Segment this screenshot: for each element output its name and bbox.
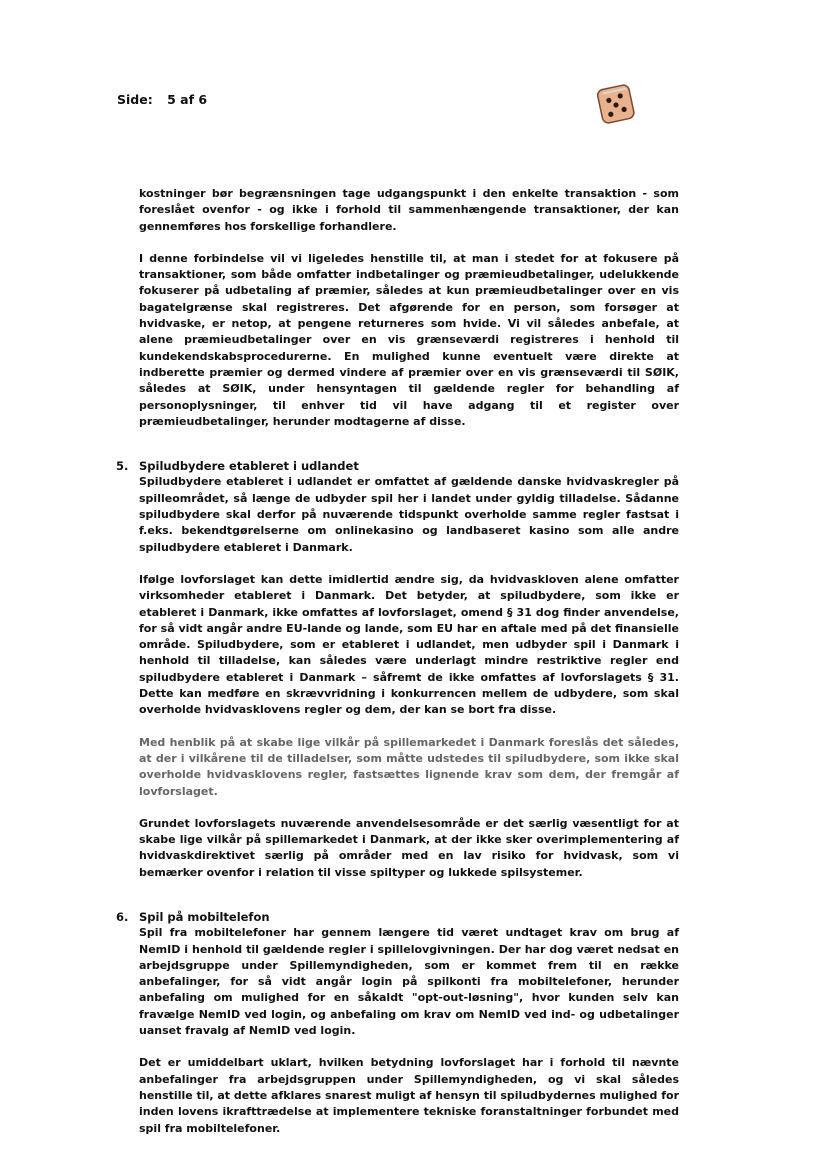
paragraph: I denne forbindelse vil vi ligeledes henstille til, at man i stedet for at fokusere på transaktioner, som både omfatter indbetalinger og præmieudbetalinger, udelukkende fokuserer på udbetaling af præmier, således at kun præmieudbetalinger over en vis bagatelgrænse skal registreres. Det afgørende for en person, som forsøger at hvidvaske, er netop, at pengene returneres som hvide. Vi vil således anbefale, at alene præmieudbetalinger over en vis grænseværdi registreres i henhold til kundekendskabsprocedurerne. En mulighed kunne eventuelt være direkte at indberette præmier og dermed vindere af præmier over en vis grænseværdi til SØIK, således at SØIK, under hensyntagen til gældende regler for behandling af personoplysninger, til enhver tid vil have adgang til et register over præmieudbetalinger, herunder modtagerne af disse. [139,251,679,428]
section-5 [116,458,679,881]
dice-logo-icon [592,83,640,127]
paragraph: Grundet lovforslagets nuværende anvendelsesområde er det særlig væsentligt for at skabe lige vilkår på spillemarkedet i Danmark, at der ikke sker overimplementering af hvidvaskdirektivet særlig på områder med en lav risiko for hvidvask, som vi bemærker ovenfor i relation til visse spiltyper og lukkede spilsystemer. [139,816,679,879]
section-number: 5. [116,459,129,474]
section-number: 6. [116,909,129,924]
page-header [117,92,207,107]
paragraph: Det er umiddelbart uklart, hvilken betydning lovforslaget har i forhold til nævnte anbefalinger fra arbejdsgruppen under Spillemyndigheden, og vi skal således henstille til, at dette afklares snarest muligt af hensyn til spiludbydernes mulighed for inden lovens ikrafttrædelse at implementere tekniske foranstaltninger forbundet med spil fra mobiltelefoner. [139,1056,679,1135]
paragraph: Ifølge lovforslaget kan dette imidlertid ændre sig, da hvidvaskloven alene omfatter virksomheder etableret i Danmark. Det betyder, at spiludbydere, som ikke er etableret i Danmark, ikke omfattes af lovforslaget, omend § 31 dog finder anvendelse, for så vidt angår andre EU-lande og lande, som EU har en aftale med på det finansielle område. Spiludbydere, som er etableret i udlandet, men udbyder spil i Danmark i henhold til tilladelse, kan således være underlagt mindre restriktive regler end spiludbydere etableret i Danmark – såfremt de ikke omfattes af lovforslagets § 31. Dette kan medføre en skrævvridning i konkurrencen mellem de udbydere, som skal overholde hvidvasklovens regler og dem, der kan se bort fra disse. [139,572,679,717]
page-label: Side: [117,92,153,107]
paragraph: kostninger bør begrænsningen tage udgangspunkt i den enkelte transaktion - som foreslået ovenfor - og ikke i forhold til sammenhængende transaktioner, der kan gennemføres hos forskellige forhandlere. [139,187,679,233]
section-6 [116,909,679,1137]
paragraph: Spiludbydere etableret i udlandet er omfattet af gældende danske hvidvaskregler på spilleområdet, så længe de udbyder spil her i landet under gyldig tilladelse. Sådanne spiludbydere skal derfor på nuværende tidspunkt overholde samme regler fastsat i f.eks. bekendtgørelserne om onlinekasino og landbaseret kasino som alle andre spiludbydere etableret i Danmark. [139,475,679,554]
section-title: Spil på mobiltelefon [139,909,270,924]
paragraph: Spil fra mobiltelefoner har gennem længere tid været undtaget krav om brug af NemID i henhold til gældende regler i spillelovgivningen. Der har dog været nedsat en arbejdsgruppe under Spillemyndigheden, som er kommet frem til en række anbefalinger, for så vidt angår login på spilkonti fra mobiltelefoner, herunder anbefaling om mulighed for en såkaldt "opt-out-løsning", hvor kunden selv kan fravælge NemID ved login, og anbefaling om krav om NemID ved ind- og udbetalinger uanset fravalg af NemID ved login. [139,926,679,1038]
section-title: Spiludbydere etableret i udlandet [139,459,359,474]
document-body [116,186,679,1153]
page-number: 5 af 6 [167,92,208,107]
paragraph: Med henblik på at skabe lige vilkår på spillemarkedet i Danmark foreslås det således, at der i vilkårene til de tilladelser, som måtte udstedes til spiludbydere, som ikke skal overholde hvidvasklovens regler, fastsættes lignende krav som dem, der fremgår af lovforslaget. [139,735,679,798]
